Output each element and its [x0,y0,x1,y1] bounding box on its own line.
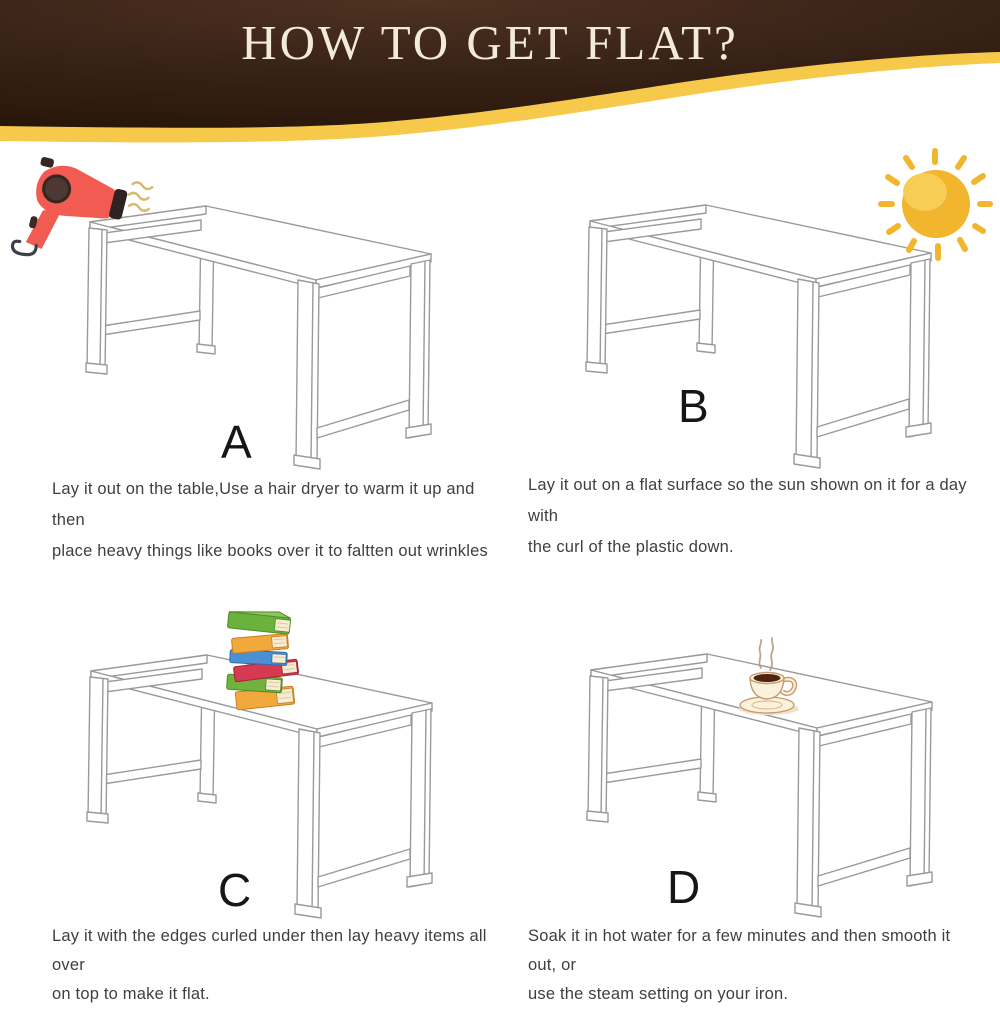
caption-line: Lay it with the edges curled under then lay heavy items all over [52,927,487,974]
step-letter-a: A [221,416,252,468]
step-caption-b [528,470,980,563]
caption-line: Soak it in hot water for a few minutes and then smooth it out, or [528,927,951,974]
caption-line: Lay it out on a flat surface so the sun shown on it for a day with [528,476,967,525]
step-letter-d: D [667,861,701,913]
caption-line: Lay it out on the table,Use a hair dryer to warm it up and then [52,480,475,529]
caption-line: the curl of the plastic down. [528,538,734,556]
caption-line: place heavy things like books over it to faltten out wrinkles [52,542,488,560]
caption-line: use the steam setting on your iron. [528,985,789,1003]
page-title: HOW TO GET FLAT? [241,15,739,70]
step-caption-d [528,922,980,1009]
book-stack-icon [220,597,312,717]
caption-line: on top to make it flat. [52,985,210,1003]
coffee-cup-icon [720,636,820,722]
step-letter-b: B [678,380,709,432]
step-letter-c: C [218,864,252,916]
sun-icon [876,146,996,264]
hair-dryer-icon [8,156,168,264]
step-caption-a [52,474,504,567]
step-caption-c [52,922,504,1009]
header-banner [0,0,1000,152]
